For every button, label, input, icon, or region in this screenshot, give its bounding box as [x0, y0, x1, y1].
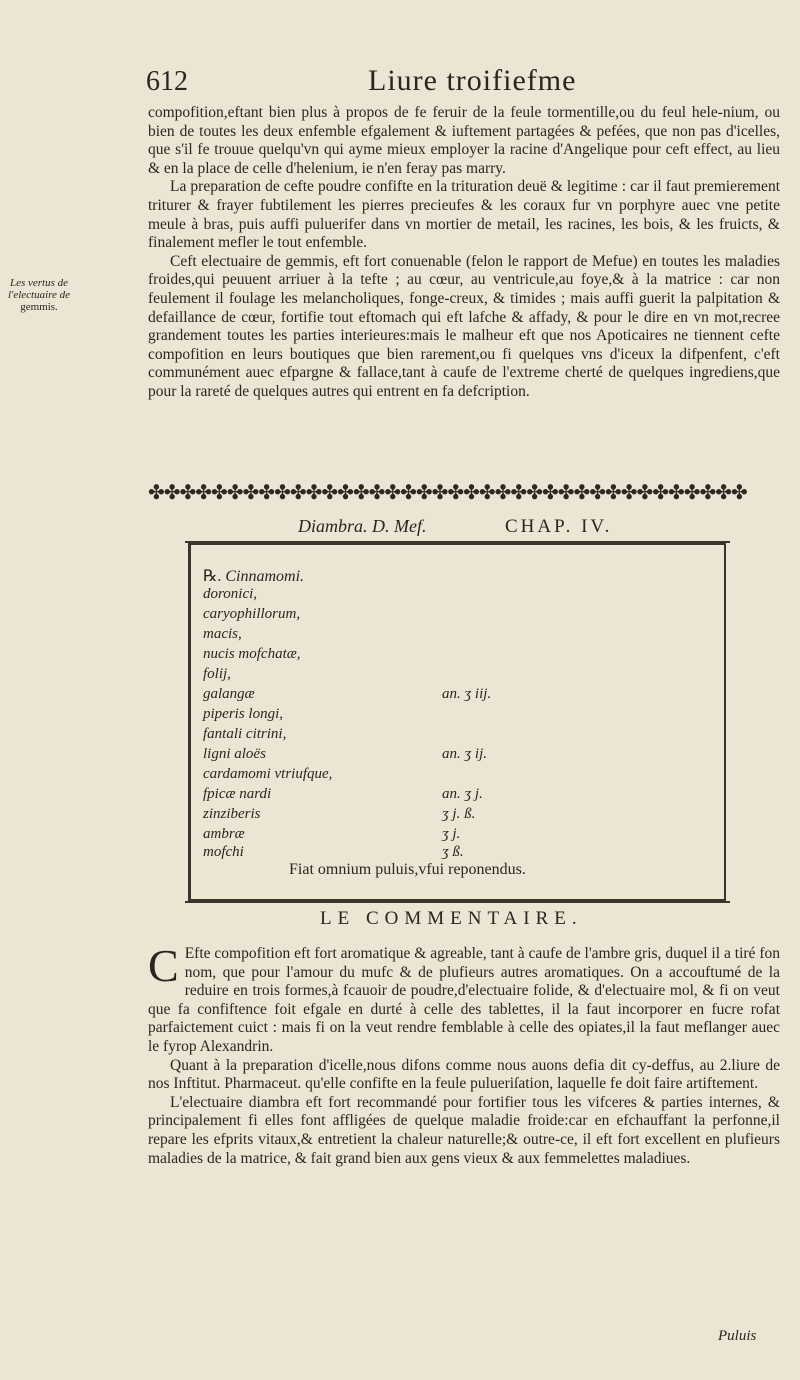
quantity-ligni: an. ʒ ij. — [442, 746, 487, 762]
commentary-text — [148, 940, 780, 1168]
commentary-paragraph-1: Efte compofition eft fort aromatique & agreable, tant à caufe de l'ambre gris, duquel il a tiré fon nom, que pour l'amour du mufc & de plufieurs autres aromatiques. On a accouftumé de la reduire en trois formes,à fcauoir de poudre,d'electuaire folide, & d'electuaire mol, & fi on veut que fa confiftence foit efgale en durté à celle des tablettes, il la faut incorporer en fucre rofat parfaictement cuict : mais fi on la veut rendre femblable à celle des opiates,il la faut meflanger auec le fyrop Alexandrin. — [148, 945, 780, 1055]
quantity-ambrae: ʒ j. — [442, 826, 461, 842]
paragraph-preparation: La preparation de cefte poudre confifte en la trituration deuë & legitime : car il faut premierement triturer & frayer fubtilement les pierres precieufes & les coraux fur vn porphyre auec vne petite meule à bras, puis auffi puluerifer dans vn mortier de metail, les racines, les bois, & les fruicts, & finalement mefler le tout enfemble. — [148, 178, 780, 252]
chapter-subject: Diambra. D. Mef. — [298, 516, 427, 536]
ingredient-item: caryophillorum, — [203, 606, 301, 622]
ingredient-item: zinziberis — [203, 806, 261, 822]
catchword: Puluis — [718, 1328, 757, 1344]
ingredient-item: ambræ — [203, 826, 245, 842]
recipe-first-ingredient — [203, 566, 304, 586]
drop-cap: C — [148, 940, 179, 991]
page-number: 612 — [146, 66, 188, 97]
paragraph-continuation: compofition,eftant bien plus à propos de fe feruir de la feule tormentille,ou du feul hele-nium, ou bien de toutes les deux enfemble efgalement & iuftement partagées & pefées, que non pas d'icelles, que s'il fe trouue quelqu'vn qui ayme mieux employer la racine d'Angelique pour ceft effect, au lieu & en la place de celle d'helenium, ie n'en feray pas marry. — [148, 104, 780, 177]
recipe-box — [188, 543, 726, 901]
commentary-paragraph-2: Quant à la preparation d'icelle,nous difons comme nous auons defia dit cy-deffus, au 2.liure de nos Inftitut. Pharmaceut. qu'elle confifte en la feule pulueriſation, laquelle fe doit faire artiftement. — [148, 1056, 780, 1093]
ingredient-item: fpicæ nardi — [203, 786, 272, 802]
paragraph-virtues: Ceft electuaire de gemmis, eft fort conuenable (felon le rapport de Mefue) en toutes les maladies froides,qui peuuent arriuer à la tefte ; au cœur, au ventricule,au foye,& à la matrice : car non feulement il foulage les melancholiques, fonge-creux, & timides ; mais auffi guerit la palpitation & defaillance de cœur, fortifie tout eftomach qui eft lafche & affady, & pour le dire en vn mot,recree grandement toutes les parties interieures:mais le malheur eft que nos Apoticaires ne tiennent cefte compofition en leurs boutiques que bien rarement,ou fi quelques vns d'iceux la difpenfent, c'eft communément auec efpargne & fallace,tant à caufe de l'extreme cherté de quelques ingrediens,que pour la rareté de quelques autres qui entrent en fa defcription. — [148, 252, 780, 400]
ingredient-item: folij, — [203, 666, 231, 682]
quantity-moschi: ʒ ß. — [442, 844, 464, 860]
recipe-footer: Fiat omnium puluis,vfui reponendus. — [289, 861, 526, 878]
ingredient-item: ligni aloës — [203, 746, 266, 762]
commentary-heading: LE COMMENTAIRE. — [320, 908, 583, 929]
marginal-note-line2: gemmis. — [20, 301, 58, 313]
quantity-spicae: an. ʒ j. — [442, 786, 483, 802]
ingredient-item: galangæ — [203, 686, 255, 702]
ingredient-item: fantali citrini, — [203, 726, 287, 742]
ingredient-item: piperis longi, — [203, 706, 284, 722]
ingredient-item: cardamomi vtriufque, — [203, 766, 333, 782]
running-head: Liure troifiefme — [368, 64, 577, 97]
quantity-zinziberis: ʒ j. ß. — [442, 806, 476, 822]
ingredient-item: doronici, — [203, 586, 258, 602]
ingredient-item: mofchi — [203, 844, 244, 860]
ornamental-border: ✤✤✤✤✤✤✤✤✤✤✤✤✤✤✤✤✤✤✤✤✤✤✤✤✤✤✤✤✤✤✤✤✤✤✤✤✤✤ — [148, 482, 747, 504]
recipe-first-label: Cinnamomi. — [225, 568, 305, 585]
chapter-number: CHAP. IV. — [505, 516, 613, 537]
ingredient-item: macis, — [203, 626, 242, 642]
recipe-symbol: ℞. — [203, 568, 222, 585]
marginal-note-line1: Les vertus de l'electuaire de — [7, 277, 71, 301]
marginal-note — [2, 277, 76, 313]
ingredient-item: nucis mofchatæ, — [203, 646, 301, 662]
commentary-paragraph-3: L'electuaire diambra eft fort recommandé pour fortifier tous les vifceres & parties internes, & principalement fi elles font affligées de quelque maladie froide:car en efchauffant la perfonne,il repare les efprits vitaux,& entretient la chaleur naturelle;& outre-ce, il eft fort excellent en plufieurs maladies de la matrice, & fait grand bien aux gens vieux & aux femmelettes maladiues. — [148, 1093, 780, 1167]
top-text-block — [148, 104, 780, 402]
quantity-galangae: an. ʒ iij. — [442, 686, 492, 702]
